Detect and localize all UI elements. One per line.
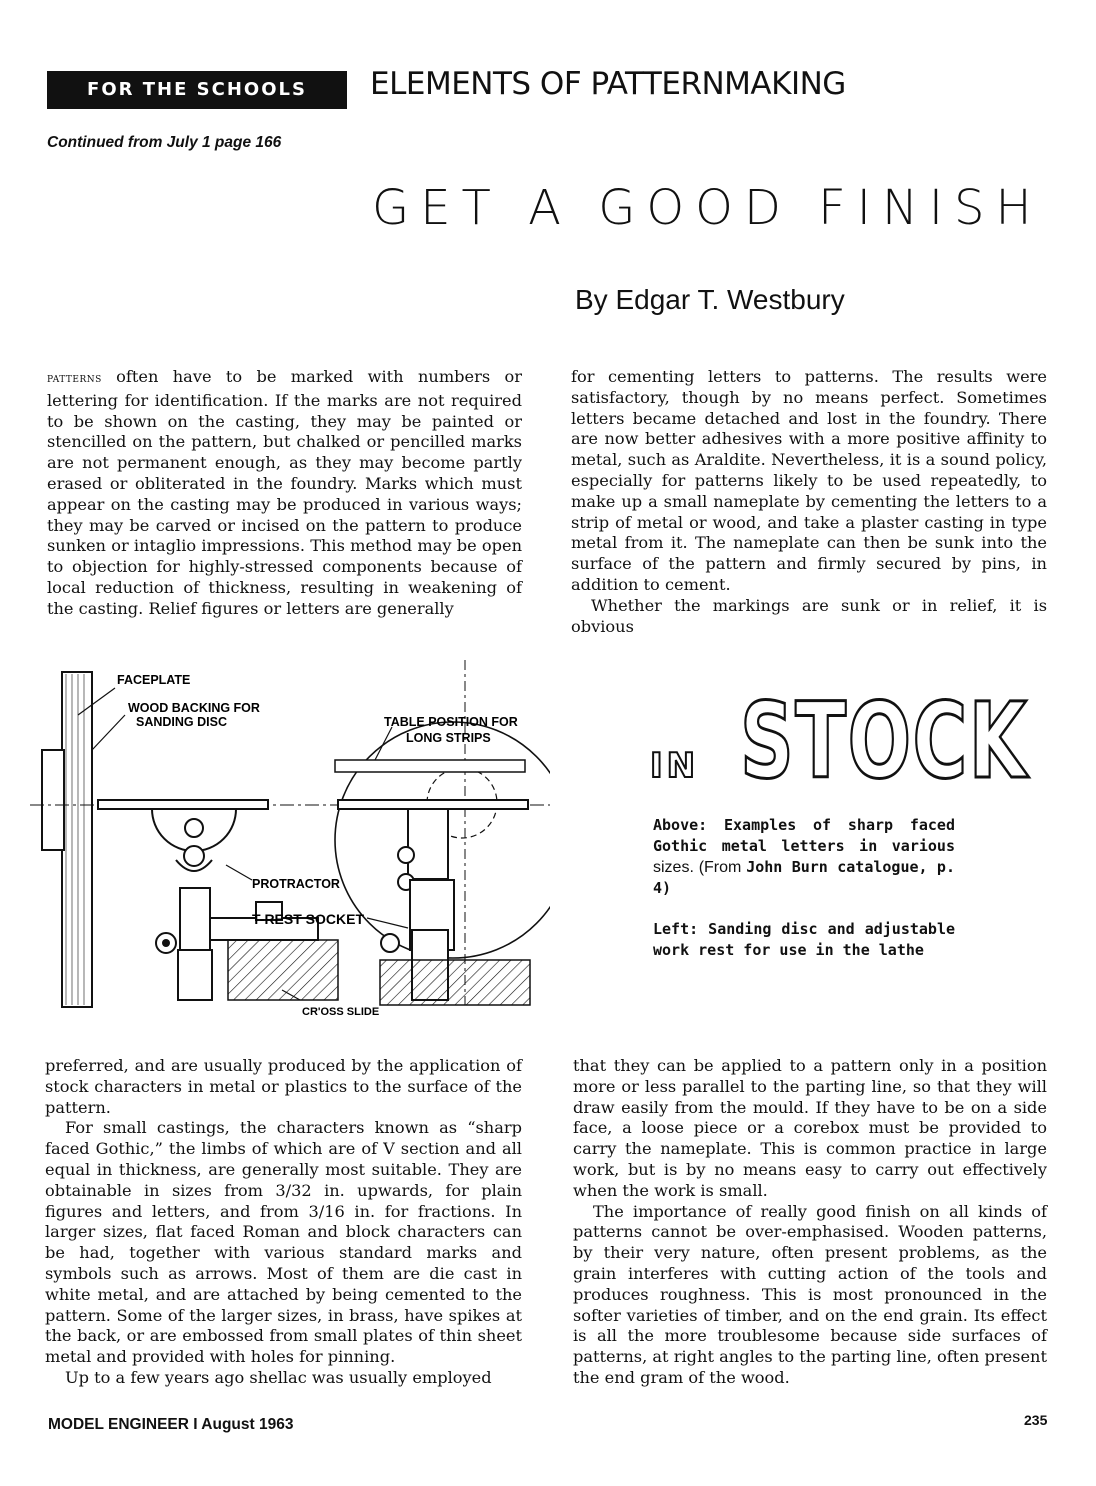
paragraph: that they can be applied to a pattern only in a position more or less parallel to the parting line, so that they will draw easily from the mould. If they have to be on a side face, a loose piece or a corebox must be provided to carry the nameplate. This is common practice in large work, but is by no means easy to carry out effectively when the work is small. <box>573 1056 1047 1200</box>
paragraph: often have to be marked with numbers or lettering for identification. If the marks are not required to be shown on the casting, they may be painted or stencilled on the pattern, but chalked or pencilled marks are not permanent enough, as they may become partly erased or obliterated in the foundry. Marks which must appear on the casting may be produced in various ways; they may be carved or incised on the pattern to produce sunken or intaglio impressions. This method may be open to objection for highly-stressed components because of local reduction of thickness, resulting in weakening of the casting. Relief figures or letters are generally <box>47 367 522 618</box>
paragraph: For small castings, the characters known as “sharp faced Gothic,” the limbs of which are of V section and all equal in thickness, are generally most suitable. They are obtainable in sizes from 3/32 in. upwards, for plain figures and letters, and from 3/16 in. for fractions. In larger sizes, flat faced Roman and block characters can be had, together with various standard marks and symbols such as arrows. Most of them are die cast in white metal, and are attached by being cemented to the pattern. Some of the larger sizes, in brass, have spikes at the back, or are embossed from small plates of thin sheet metal and provided with holes for pinning. <box>45 1118 522 1367</box>
label-protractor: PROTRACTOR <box>252 877 340 891</box>
article-title: GET A GOOD FINISH <box>372 180 1043 236</box>
paragraph: preferred, and are usually produced by the application of stock characters in metal or plastics to the surface of the pattern. <box>45 1056 522 1117</box>
text-column-4 <box>573 1056 1047 1389</box>
label-long-strips: LONG STRIPS <box>406 731 491 745</box>
caption-above-bold: Above: Examples of sharp faced Gothic metal letters in various <box>653 816 955 855</box>
text-column-1 <box>47 367 522 620</box>
caption-above-source: John Burn catalogue, p. 4) <box>653 858 955 897</box>
caption-above <box>653 815 955 899</box>
footer-magazine: MODEL ENGINEER I August 1963 <box>48 1416 294 1433</box>
stock-large-letters: STOCK <box>740 680 1030 785</box>
series-title: ELEMENTS OF PATTERNMAKING <box>370 66 846 102</box>
paragraph: Up to a few years ago shellac was usually employed <box>65 1367 492 1387</box>
caption-left: Left: Sanding disc and adjustable work rest for use in the lathe <box>653 920 955 959</box>
label-faceplate: FACEPLATE <box>117 673 191 687</box>
byline: By Edgar T. Westbury <box>575 284 845 315</box>
continued-note: Continued from July 1 page 166 <box>47 134 282 151</box>
text-column-3 <box>45 1056 522 1389</box>
label-trest-socket: T-REST SOCKET <box>252 911 365 927</box>
paragraph: Whether the markings are sunk or in relief, it is obvious <box>571 595 1047 636</box>
stock-small-letters: IN <box>650 746 700 785</box>
paragraph: for cementing letters to patterns. The results were satisfactory, though by no means perfect. Sometimes letters became detached and lost in the foundry. There are now better adhesives with a more positive affinity to metal, such as Araldite. Nevertheless, it is a sound policy, especially for patterns likely to be used repeatedly, to make up a small nameplate by cementing the letters to a strip of metal or wood, and take a plaster casting in type metal from it. The nameplate can then be sunk into the surface of the pattern and firmly secured by pins, in addition to cement. <box>571 367 1047 594</box>
label-cross-slide: CR'OSS SLIDE <box>302 1006 380 1018</box>
section-badge: FOR THE SCHOOLS <box>47 71 347 109</box>
caption-above-normal: sizes. (From <box>653 859 747 876</box>
text-column-2 <box>571 367 1047 637</box>
stock-letters-figure <box>648 665 1033 785</box>
paragraph: The importance of really good finish on all kinds of patterns cannot be over-emphasised. Wooden patterns, by their very nature, often present problems, as the grain interferes with cutting action of the tools and produces roughness. This is most pronounced in the softer varieties of timber, and on the end grain. Its effect is all the more troublesome because side surfaces of patterns, at right angles to the parting line, often present the end gram of the wood. <box>573 1201 1047 1387</box>
label-table-position: TABLE POSITION FOR <box>384 715 518 729</box>
dropword: PATTERNS <box>47 375 102 385</box>
label-wood-backing: WOOD BACKING FOR <box>128 701 260 715</box>
sanding-disc-drawing <box>30 660 550 1025</box>
page-number: 235 <box>1024 1412 1048 1428</box>
label-sanding-disc-text: SANDING DISC <box>136 715 227 729</box>
